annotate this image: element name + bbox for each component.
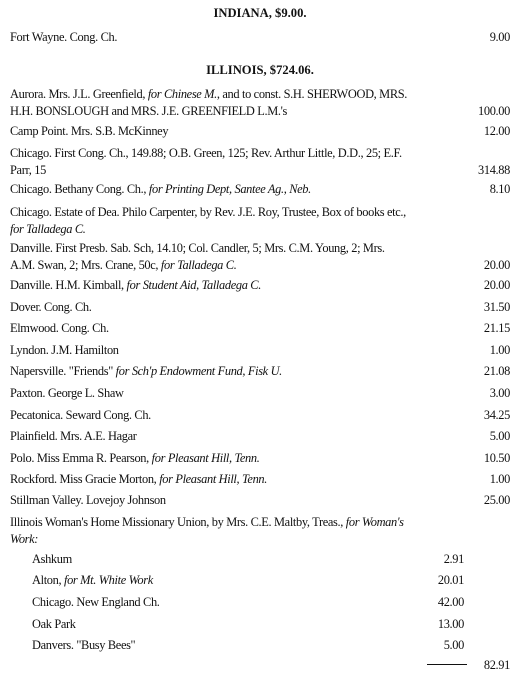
entry-note: for Sch'p Endowment Fund, Fisk U. (115, 364, 282, 378)
list-item (10, 277, 410, 294)
entry-place: Rockford. (10, 472, 57, 486)
entry-note: for Student Aid, Talladega C. (126, 278, 261, 292)
entry-text: Miss Gracie Morton, (56, 472, 160, 486)
entry-place: Illinois Woman's Home Missionary Union, (10, 515, 210, 529)
entry-amount: 9.00 (489, 30, 510, 44)
entry-text: Lovejoy Johnson (83, 493, 166, 507)
sub-entry-amount: 5.00 (443, 638, 464, 652)
entry-amount: 3.00 (489, 386, 510, 400)
entry-place: Pecatonica. (10, 408, 63, 422)
sub-entry-text: New England Ch. (73, 595, 160, 609)
entry-text: Mrs. A.E. Hagar (57, 429, 137, 443)
list-item (10, 450, 410, 467)
entry-place: Dover. (10, 300, 42, 314)
sub-list-item (32, 594, 432, 611)
list-item (10, 471, 410, 488)
entry-amount: 20.00 (483, 258, 510, 272)
entry-place: Camp Point. (10, 124, 69, 138)
entry-amount: 5.00 (489, 429, 510, 443)
entry-amount: 100.00 (478, 104, 510, 118)
list-item (10, 385, 410, 402)
sub-entry-place: Danvers. (32, 638, 74, 652)
entry-text: by Mrs. C.E. Maltby, Treas., (209, 515, 346, 529)
entry-amount: 21.15 (483, 321, 510, 335)
sub-list-item (32, 616, 432, 633)
entry-note: for Woman's Work: (10, 515, 404, 546)
sub-entry-place: Chicago. (32, 595, 74, 609)
list-item (10, 181, 410, 198)
entry-text: Cong. Ch. (41, 300, 92, 314)
entry-text: "Friends" (66, 364, 116, 378)
sub-entry-place: Oak Park (32, 617, 76, 631)
sub-entry-amount: 20.01 (437, 573, 464, 587)
entry-place: Napersville. (10, 364, 67, 378)
entry-note: for Talladega C. (10, 222, 86, 236)
entry-note: for Pleasant Hill, Tenn. (151, 451, 260, 465)
sub-entry-place: Ashkum (32, 552, 72, 566)
list-item (10, 428, 410, 445)
entry-text: Seward Cong. Ch. (62, 408, 151, 422)
entry-place: Elmwood. (10, 321, 59, 335)
list-item (10, 145, 410, 179)
entry-place: Chicago. (10, 146, 52, 160)
entry-text: First Presb. Sab. Sch, 14.10; Col. Candler, 5; Mrs. C.M. Young, 2; Mrs. A.M. Swan, 2; Mrs. Crane, 50c, (10, 241, 385, 272)
list-item (10, 29, 410, 46)
list-item (10, 363, 410, 380)
section-heading-indiana: INDIANA, $9.00. (213, 6, 307, 20)
entry-amount: 21.08 (483, 364, 510, 378)
list-item (10, 492, 410, 509)
entry-tail: , and to const. S.H. SHERWOOD, MRS. H.H. BONSLOUGH and MRS. J.E. GREENFIELD L.M.'s (10, 87, 408, 118)
list-item (10, 240, 410, 274)
entry-place: Fort Wayne. (10, 30, 67, 44)
entry-place: Plainfield. (10, 429, 58, 443)
entry-amount: 8.10 (489, 182, 510, 196)
entry-note: for Chinese M. (147, 87, 217, 101)
sub-list-item (32, 637, 432, 654)
entry-amount: 10.50 (483, 451, 510, 465)
list-item (10, 204, 410, 238)
entry-amount: 31.50 (483, 300, 510, 314)
list-item (10, 514, 410, 548)
entry-text: H.M. Kimball, (52, 278, 127, 292)
entry-text: First Cong. Ch., 149.88; O.B. Green, 125; Rev. Arthur Little, D.D., 25; E.F. Parr, 15 (10, 146, 402, 177)
entry-text: J.M. Hamilton (48, 343, 119, 357)
entry-note: for Pleasant Hill, Tenn. (159, 472, 268, 486)
entry-text: Mrs. S.B. McKinney (68, 124, 169, 138)
entry-amount: 1.00 (489, 343, 510, 357)
sub-list-item (32, 551, 432, 568)
entry-text: George L. Shaw (45, 386, 124, 400)
entry-place: Paxton. (10, 386, 46, 400)
entry-text: Mrs. J.L. Greenfield, (45, 87, 148, 101)
entry-text: Bethany Cong. Ch., (51, 182, 149, 196)
entry-place: Stillman Valley. (10, 493, 84, 507)
list-item (10, 86, 410, 120)
entry-text: Estate of Dea. Philo Carpenter, by Rev. J.E. Roy, Trustee, Box of books etc., (51, 205, 406, 219)
entry-amount: 34.25 (483, 408, 510, 422)
entry-amount: 12.00 (483, 124, 510, 138)
entry-place: Danville. (10, 241, 53, 255)
entry-text: Cong. Ch. (66, 30, 118, 44)
list-item (10, 342, 410, 359)
entry-place: Aurora. (10, 87, 46, 101)
entry-place: Chicago. (10, 205, 52, 219)
sub-entry-amount: 2.91 (443, 552, 464, 566)
entry-place: Polo. (10, 451, 35, 465)
entry-amount: 1.00 (489, 472, 510, 486)
entry-text: Miss Emma R. Pearson, (34, 451, 152, 465)
sub-entry-amount: 13.00 (437, 617, 464, 631)
section-heading-illinois: ILLINOIS, $724.06. (206, 63, 314, 77)
entry-amount: 20.00 (483, 278, 510, 292)
entry-amount: 314.88 (478, 163, 510, 177)
subtotal-amount: 82.91 (483, 658, 510, 672)
entry-note: for Talladega C. (160, 258, 237, 272)
entry-text: Cong. Ch. (58, 321, 109, 335)
entry-note: for Printing Dept, Santee Ag., Neb. (148, 182, 311, 196)
subtotal-rule (427, 664, 467, 665)
entry-amount: 25.00 (483, 493, 510, 507)
sub-list-item (32, 572, 432, 589)
sub-entry-note: for Mt. White Work (61, 573, 153, 587)
list-item (10, 123, 410, 140)
sub-entry-text: "Busy Bees" (73, 638, 136, 652)
entry-place: Danville. (10, 278, 53, 292)
sub-entry-place: Alton, (32, 573, 62, 587)
list-item (10, 407, 410, 424)
sub-entry-amount: 42.00 (437, 595, 464, 609)
list-item (10, 320, 410, 337)
entry-place: Lyndon. (10, 343, 49, 357)
entry-place: Chicago. (10, 182, 52, 196)
list-item (10, 299, 410, 316)
